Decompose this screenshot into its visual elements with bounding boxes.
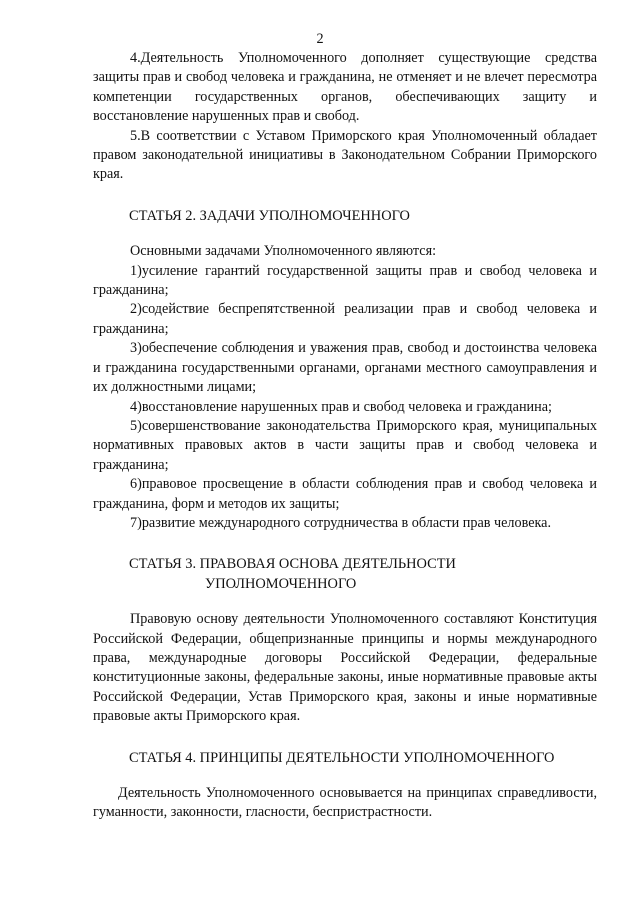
task-item-5: 5)совершенствование законодательства Приморского края, муниципальных нормативных правовых актов в части защиты прав и свобод человека и гражданина; <box>93 417 597 473</box>
article-3-heading <box>93 555 597 594</box>
paragraph-4: 4.Деятельность Уполномоченного дополняет существующие средства защиты прав и свобод человека и гражданина, не отменяет и не влечет пересмотра компетенции государственных органов, обеспечивающих защиту и восстановление нарушенных прав и свобод. <box>93 50 597 125</box>
article-2-intro: Основными задачами Уполномоченного являются: <box>130 243 437 260</box>
paragraph-5: 5.В соответствии с Уставом Приморского края Уполномоченный обладает правом законодательной инициативы в Законодательном Собрании Приморского края. <box>93 127 597 183</box>
document-body <box>93 49 597 823</box>
task-item-4: 4)восстановление нарушенных прав и свобод человека и гражданина; <box>130 398 552 415</box>
page-number: 2 <box>316 31 324 47</box>
article-4-text: Деятельность Уполномоченного основывается на принципах справедливости, гуманности, законности, гласности, беспристрастности. <box>93 785 597 821</box>
task-item-7: 7)развитие международного сотрудничества в области прав человека. <box>130 514 552 531</box>
task-item-6: 6)правовое просвещение в области соблюдения прав и свобод человека и гражданина, форм и методов их защиты; <box>93 476 597 512</box>
article-3-heading-line2: УПОЛНОМОЧЕННОГО <box>205 575 357 592</box>
article-3-heading-line1: СТАТЬЯ 3. ПРАВОВАЯ ОСНОВА ДЕЯТЕЛЬНОСТИ <box>129 556 456 573</box>
article-4-heading: СТАТЬЯ 4. ПРИНЦИПЫ ДЕЯТЕЛЬНОСТИ УПОЛНОМОЧЕННОГО <box>129 749 555 766</box>
article-2-heading: СТАТЬЯ 2. ЗАДАЧИ УПОЛНОМОЧЕННОГО <box>129 207 410 224</box>
task-item-1: 1)усиление гарантий государственной защиты прав и свобод человека и гражданина; <box>93 262 597 299</box>
task-item-3: 3)обеспечение соблюдения и уважения прав, свобод и достоинства человека и гражданина государственными органами, органами местного самоуправления и их должностными лицами; <box>93 340 597 396</box>
article-3-text: Правовую основу деятельности Уполномоченного составляют Конституция Российской Федерации, общепризнанные принципы и нормы международного права, международные договоры Российской Федерации, федеральные конституционные законы, федеральные законы, иные нормативные правовые акты Российской Федерации, Устав Приморского края, законы и иные нормативные правовые акты Приморского края. <box>93 611 597 725</box>
task-item-2: 2)содействие беспрепятственной реализации прав и свобод человека и гражданина; <box>93 301 597 337</box>
